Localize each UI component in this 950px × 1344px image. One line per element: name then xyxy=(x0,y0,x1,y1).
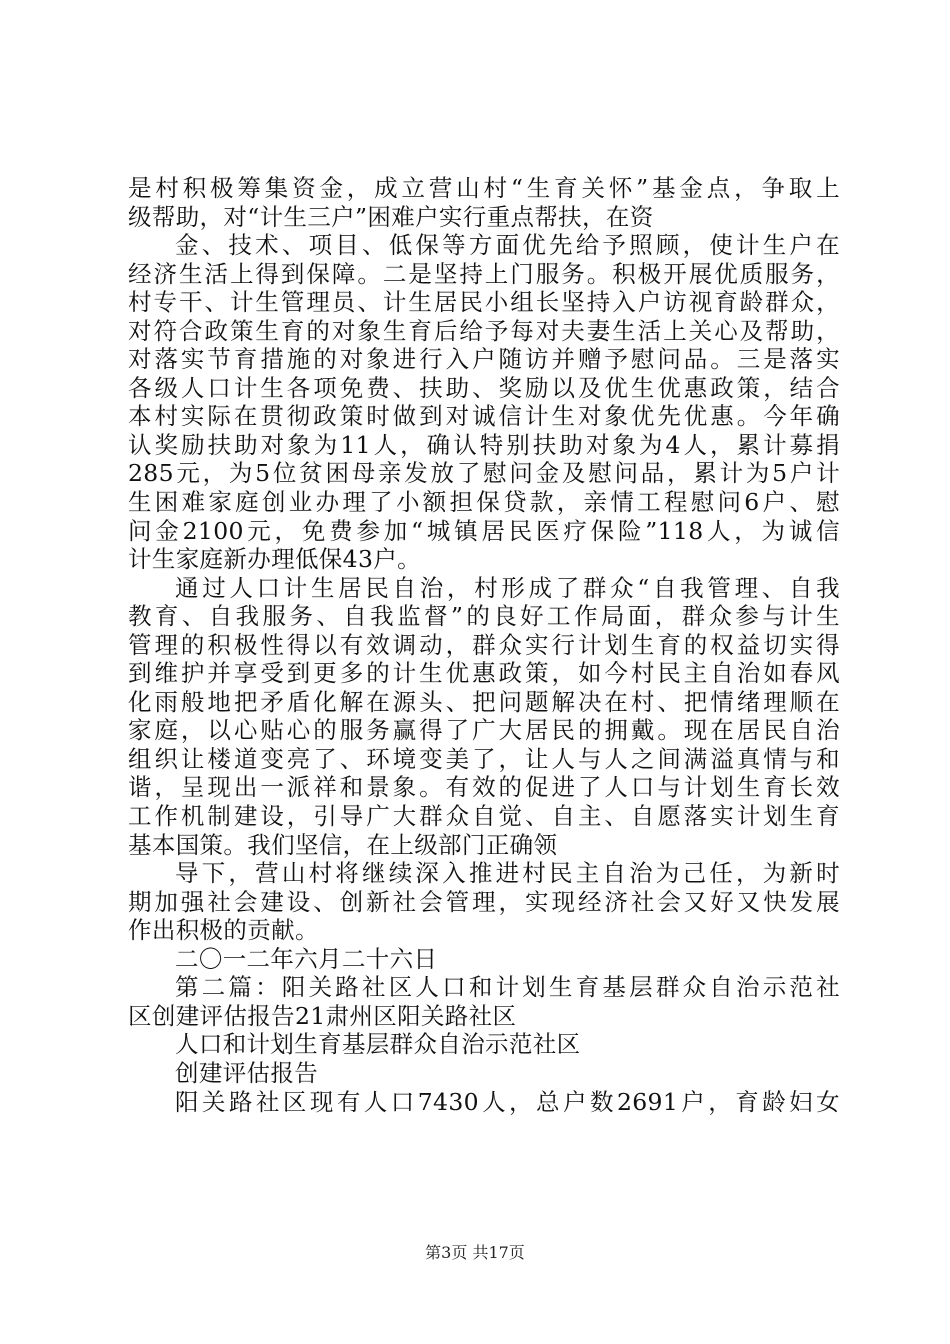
text-line: 工作机制建设，引导广大群众自觉、自主、自愿落实计划生育 xyxy=(128,802,840,831)
text-line: 经济生活上得到保障。二是坚持上门服务。积极开展优质服务， xyxy=(128,259,840,288)
text-line: 谐，呈现出一派祥和景象。有效的促进了人口与计划生育长效 xyxy=(128,773,840,802)
text-line: 人口和计划生育基层群众自治示范社区 xyxy=(175,1030,581,1059)
text-line: 组织让楼道变亮了、环境变美了，让人与人之间满溢真情与和 xyxy=(128,744,840,773)
text-line: 计生家庭新办理低保43户。 xyxy=(128,545,421,574)
text-line: 教育、自我服务、自我监督”的良好工作局面，群众参与计生 xyxy=(128,602,840,631)
text-line: 作出积极的贡献。 xyxy=(128,916,319,945)
text-line: 期加强社会建设、创新社会管理，实现经济社会又好又快发展 xyxy=(128,887,840,916)
text-line: 各级人口计生各项免费、扶助、奖励以及优生优惠政策，结合 xyxy=(128,373,840,402)
text-line: 管理的积极性得以有效调动，群众实行计划生育的权益切实得 xyxy=(128,630,840,659)
text-line: 化雨般地把矛盾化解在源头、把问题解决在村、把情绪理顺在 xyxy=(128,687,840,716)
text-line: 二〇一二年六月二十六日 xyxy=(175,944,438,973)
text-line: 认奖励扶助对象为11人，确认特别扶助对象为4人，累计募捐 xyxy=(128,430,840,459)
text-line: 对落实节育措施的对象进行入户随访并赠予慰问品。三是落实 xyxy=(128,345,840,374)
text-line: 是村积极筹集资金，成立营山村“生育关怀”基金点，争取上 xyxy=(128,174,840,202)
text-line: 到维护并享受到更多的计生优惠政策，如今村民主自治如春风 xyxy=(128,659,840,688)
text-line: 问金2100元，免费参加“城镇居民医疗保险”118人，为诚信 xyxy=(128,516,840,545)
text-line: 导下，营山村将继续深入推进村民主自治为己任，为新时 xyxy=(175,859,840,888)
text-line: 基本国策。我们坚信，在上级部门正确领 xyxy=(128,830,558,859)
text-line: 阳关路社区现有人口7430人，总户数2691户，育龄妇女 xyxy=(175,1087,840,1116)
text-line: 通过人口计生居民自治，村形成了群众“自我管理、自我 xyxy=(175,573,840,602)
page-footer: 第3页 共17页 xyxy=(425,1243,525,1262)
text-line: 金、技术、项目、低保等方面优先给予照顾，使计生户在 xyxy=(175,231,840,260)
text-line: 生困难家庭创业办理了小额担保贷款，亲情工程慰问6户、慰 xyxy=(128,488,840,517)
document-body xyxy=(128,174,840,1116)
text-line: 级帮助，对“计生三户”困难户实行重点帮扶，在资 xyxy=(128,202,654,231)
text-line: 第二篇：阳关路社区人口和计划生育基层群众自治示范社 xyxy=(175,973,840,1002)
text-line: 家庭，以心贴心的服务赢得了广大居民的拥戴。现在居民自治 xyxy=(128,716,840,745)
text-line: 对符合政策生育的对象生育后给予每对夫妻生活上关心及帮助， xyxy=(128,316,840,345)
text-line: 创建评估报告 xyxy=(175,1058,319,1087)
text-line: 村专干、计生管理员、计生居民小组长坚持入户访视育龄群众， xyxy=(128,288,840,317)
text-line: 区创建评估报告21肃州区阳关路社区 xyxy=(128,1001,517,1030)
text-line: 本村实际在贯彻政策时做到对诚信计生对象优先优惠。今年确 xyxy=(128,402,840,431)
text-line: 285元，为5位贫困母亲发放了慰问金及慰问品，累计为5户计 xyxy=(128,459,840,488)
